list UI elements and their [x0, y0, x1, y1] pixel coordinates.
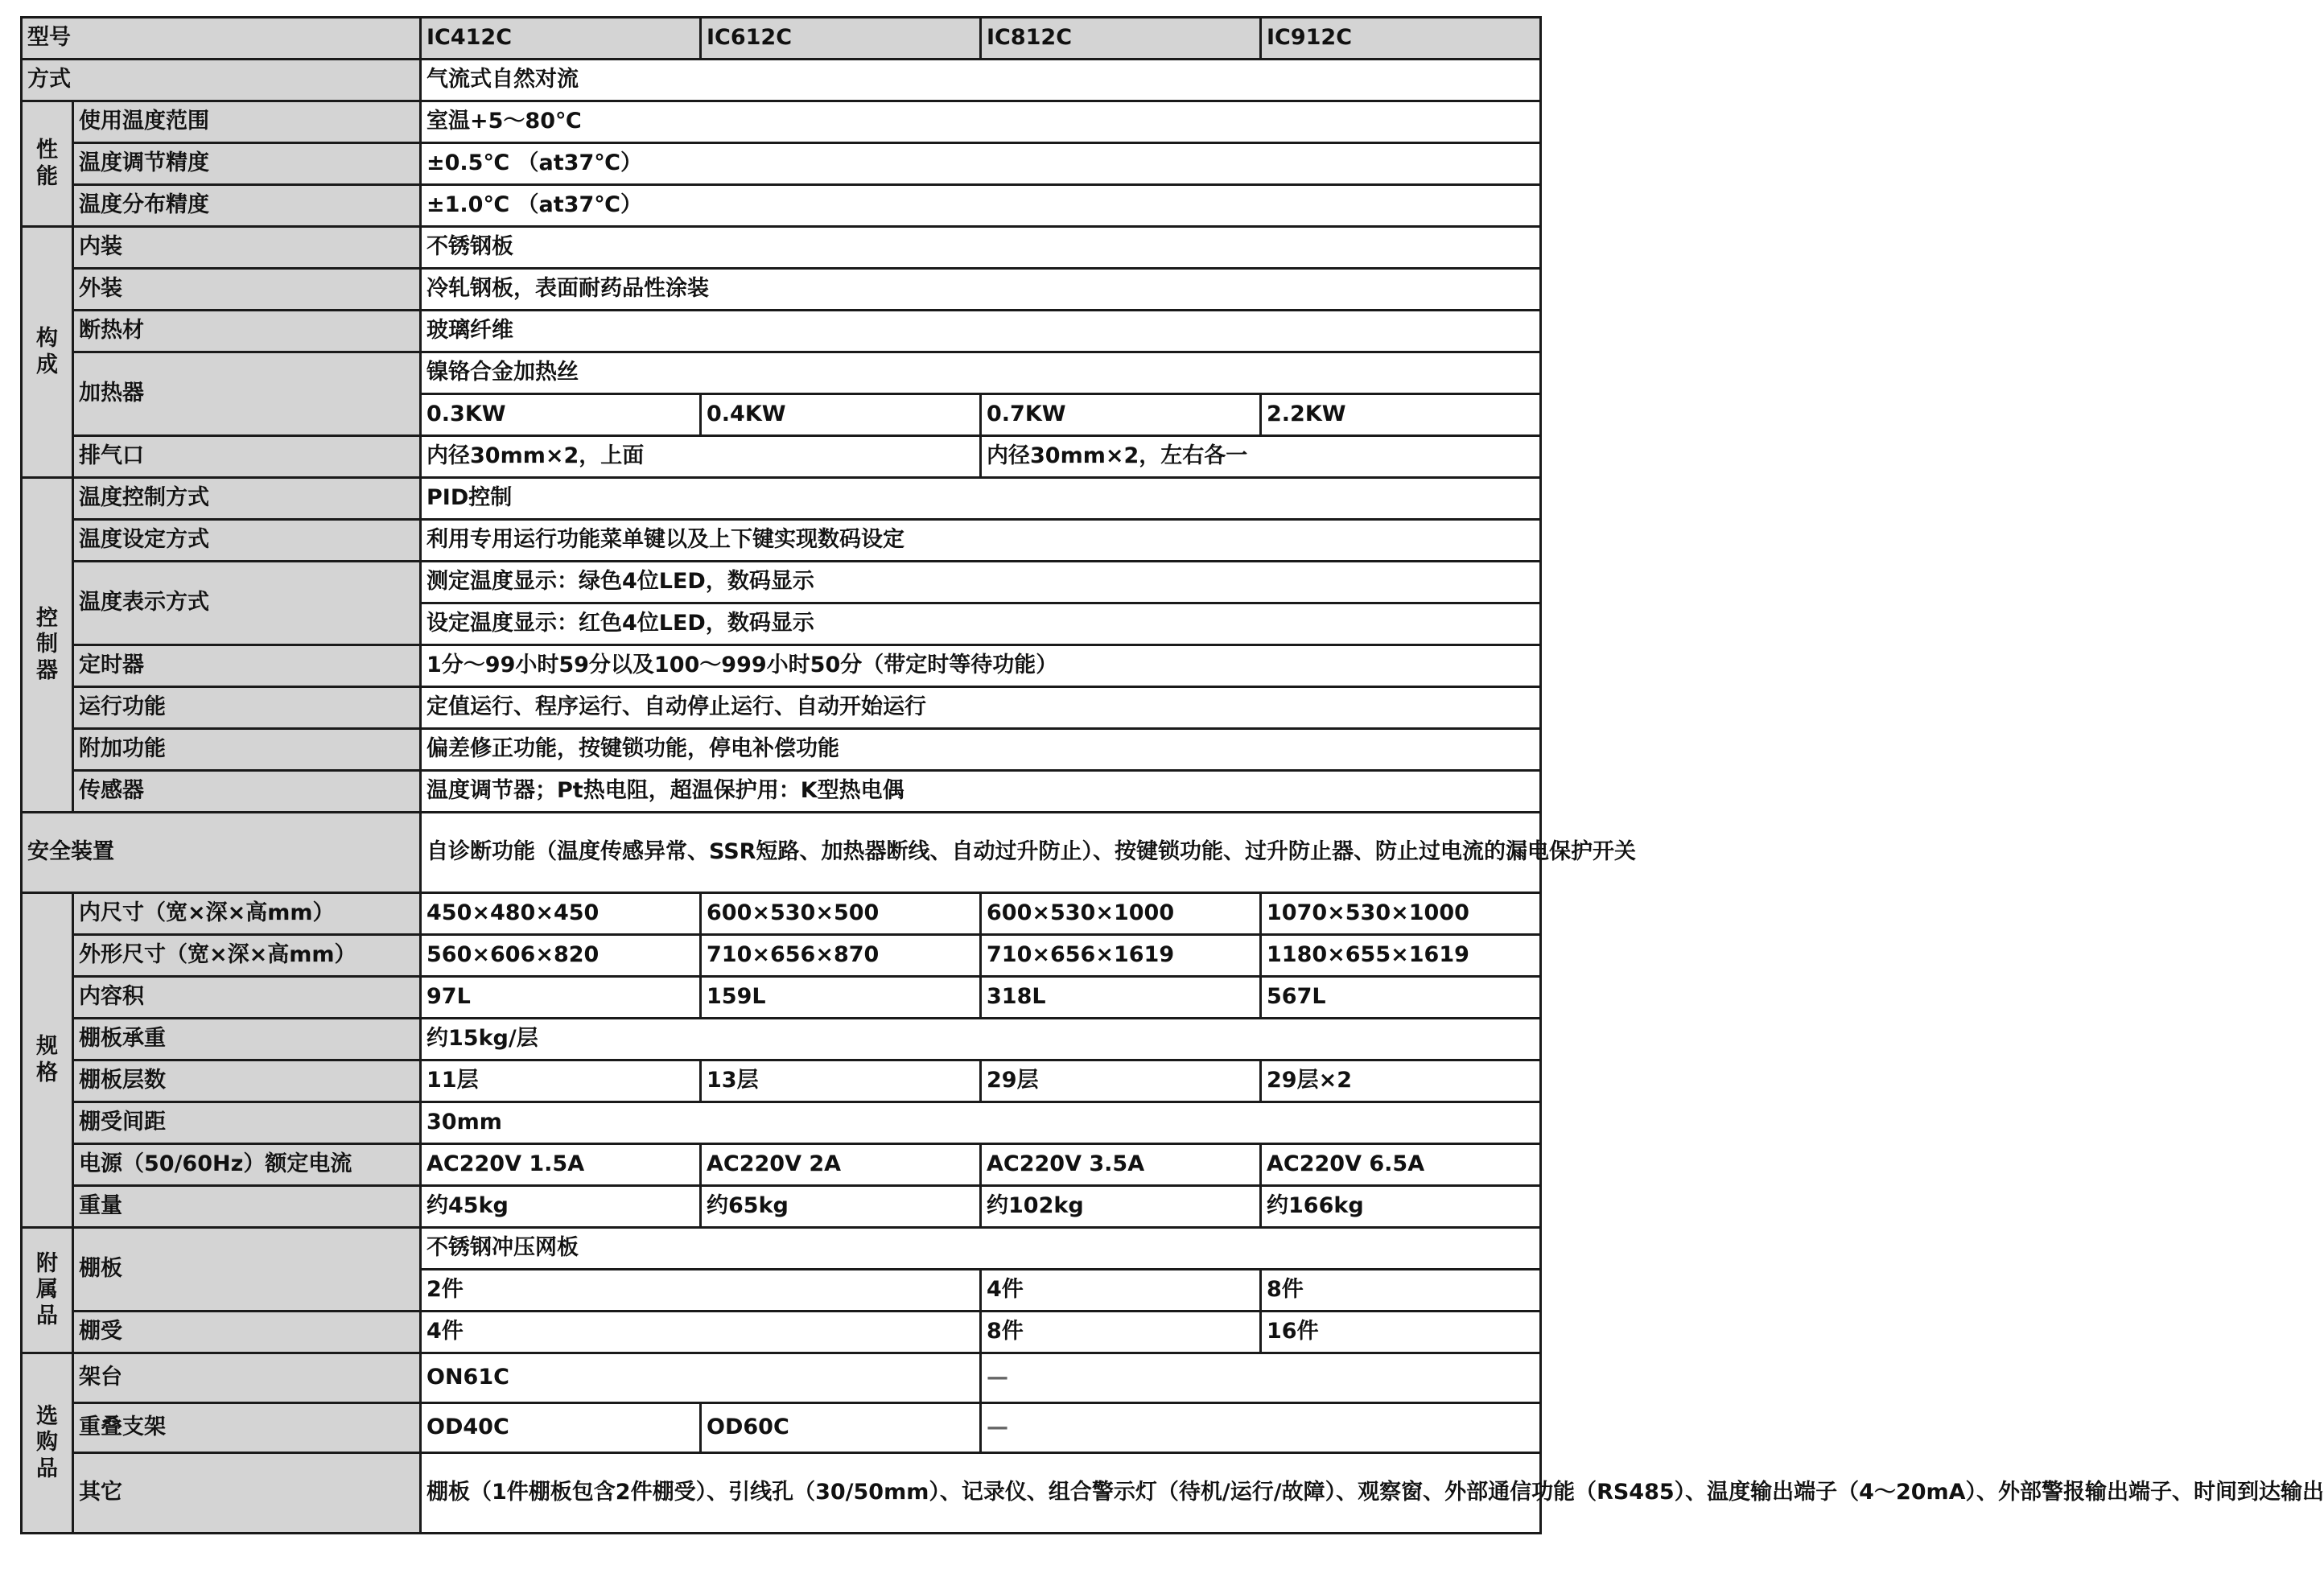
row-label: 棚受间距: [73, 1102, 421, 1144]
display-set: 设定温度显示：红色4位LED，数码显示: [421, 603, 1541, 645]
cell: 2件: [421, 1270, 981, 1312]
row-label: 温度设定方式: [73, 520, 421, 562]
section-accessories: 附 属 品: [22, 1228, 73, 1353]
cell: ON61C: [421, 1353, 981, 1403]
table-row: [22, 1060, 1541, 1102]
table-row: [22, 143, 1541, 185]
cell: 4件: [981, 1270, 1261, 1312]
row-value: 定值运行、程序运行、自动停止运行、自动开始运行: [421, 687, 1541, 729]
heater-power-ic412c: 0.3KW: [421, 394, 701, 436]
cell: 710×656×870: [701, 935, 981, 977]
row-label: 电源（50/60Hz）额定电流: [73, 1144, 421, 1186]
cell: 567L: [1261, 977, 1541, 1019]
cell: 600×530×500: [701, 893, 981, 935]
row-label: 架台: [73, 1353, 421, 1403]
row-value: 镍铬合金加热丝: [421, 352, 1541, 394]
table-row: [22, 1453, 1541, 1534]
section-controller: 控 制 器: [22, 478, 73, 813]
table-row: [22, 687, 1541, 729]
table-row: [22, 977, 1541, 1019]
row-label: 排气口: [73, 436, 421, 478]
table-row-method: [22, 60, 1541, 101]
section-construction: 构 成: [22, 227, 73, 478]
model-ic412c: IC412C: [421, 18, 701, 60]
cell: 8件: [1261, 1270, 1541, 1312]
row-value: ±1.0℃ （at37℃）: [421, 185, 1541, 227]
exhaust-sides: 内径30mm×2，左右各一: [981, 436, 1541, 478]
heater-power-ic912c: 2.2KW: [1261, 394, 1541, 436]
row-value: 温度调节器；Pt热电阻，超温保护用：K型热电偶: [421, 771, 1541, 813]
row-label: 传感器: [73, 771, 421, 813]
table-row: [22, 478, 1541, 520]
cell: OD60C: [701, 1403, 981, 1453]
row-value: 30mm: [421, 1102, 1541, 1144]
model-label: 型号: [22, 18, 421, 60]
model-ic612c: IC612C: [701, 18, 981, 60]
cell: 4件: [421, 1312, 981, 1353]
method-label: 方式: [22, 60, 421, 101]
row-value: 室温+5～80℃: [421, 101, 1541, 143]
row-label: 温度控制方式: [73, 478, 421, 520]
section-options: 选 购 品: [22, 1353, 73, 1534]
row-label: 使用温度范围: [73, 101, 421, 143]
table-row: [22, 520, 1541, 562]
cell: 600×530×1000: [981, 893, 1261, 935]
cell: AC220V 6.5A: [1261, 1144, 1541, 1186]
row-label: 棚板: [73, 1228, 421, 1312]
display-measured: 测定温度显示：绿色4位LED，数码显示: [421, 562, 1541, 603]
cell: AC220V 2A: [701, 1144, 981, 1186]
table-row: [22, 893, 1541, 935]
cell: 450×480×450: [421, 893, 701, 935]
row-label: 棚板承重: [73, 1019, 421, 1060]
cell: 16件: [1261, 1312, 1541, 1353]
row-label: 棚受: [73, 1312, 421, 1353]
cell: 1180×655×1619: [1261, 935, 1541, 977]
row-label: 温度调节精度: [73, 143, 421, 185]
cell: 29层: [981, 1060, 1261, 1102]
heater-power-ic612c: 0.4KW: [701, 394, 981, 436]
row-label: 定时器: [73, 645, 421, 687]
row-label: 温度分布精度: [73, 185, 421, 227]
row-value: 冷轧钢板，表面耐药品性涂装: [421, 269, 1541, 311]
cell: 97L: [421, 977, 701, 1019]
row-label: 内容积: [73, 977, 421, 1019]
table-row: [22, 771, 1541, 813]
row-label: 温度表示方式: [73, 562, 421, 645]
cell: 约166kg: [1261, 1186, 1541, 1228]
cell: 约102kg: [981, 1186, 1261, 1228]
cell: OD40C: [421, 1403, 701, 1453]
row-value: PID控制: [421, 478, 1541, 520]
table-row: [22, 1228, 1541, 1270]
table-row: [22, 352, 1541, 394]
table-row: [22, 1353, 1541, 1403]
section-performance: 性 能: [22, 101, 73, 227]
safety-label: 安全装置: [22, 813, 421, 893]
cell: AC220V 3.5A: [981, 1144, 1261, 1186]
row-value: 1分～99小时59分以及100～999小时50分（带定时等待功能）: [421, 645, 1541, 687]
cell: 318L: [981, 977, 1261, 1019]
safety-value: 自诊断功能（温度传感异常、SSR短路、加热器断线、自动过升防止）、按键锁功能、过升防止器、防止过电流的漏电保护开关: [421, 813, 1541, 893]
row-label: 外形尺寸（宽×深×高mm）: [73, 935, 421, 977]
table-row-header: [22, 18, 1541, 60]
table-row: [22, 436, 1541, 478]
row-label: 运行功能: [73, 687, 421, 729]
row-value: ±0.5℃ （at37℃）: [421, 143, 1541, 185]
exhaust-top: 内径30mm×2，上面: [421, 436, 981, 478]
cell: 11层: [421, 1060, 701, 1102]
cell: —: [981, 1353, 1541, 1403]
model-ic912c: IC912C: [1261, 18, 1541, 60]
table-row: [22, 311, 1541, 352]
spec-table: [20, 16, 2324, 1534]
table-row: [22, 1186, 1541, 1228]
table-row: [22, 645, 1541, 687]
row-label: 棚板层数: [73, 1060, 421, 1102]
table-row: [22, 1403, 1541, 1453]
row-label: 内装: [73, 227, 421, 269]
cell: —: [981, 1403, 1541, 1453]
row-value: 约15kg/层: [421, 1019, 1541, 1060]
table-row: [22, 269, 1541, 311]
table-row: [22, 101, 1541, 143]
row-label: 断热材: [73, 311, 421, 352]
table-row: [22, 1019, 1541, 1060]
row-value: 棚板（1件棚板包含2件棚受）、引线孔（30/50mm）、记录仪、组合警示灯（待机/运行/故障）、观察窗、外部通信功能（RS485）、温度输出端子（4～20mA）、外部警报输出端子、时间到达输出: [421, 1453, 1541, 1534]
method-value: 气流式自然对流: [421, 60, 1541, 101]
row-label: 外装: [73, 269, 421, 311]
row-value: 利用专用运行功能菜单键以及上下键实现数码设定: [421, 520, 1541, 562]
table-row: [22, 1102, 1541, 1144]
table-row: [22, 562, 1541, 603]
row-label: 其它: [73, 1453, 421, 1534]
cell: 29层×2: [1261, 1060, 1541, 1102]
row-label: 重量: [73, 1186, 421, 1228]
cell: 约45kg: [421, 1186, 701, 1228]
model-ic812c: IC812C: [981, 18, 1261, 60]
row-label: 加热器: [73, 352, 421, 436]
row-value: 不锈钢板: [421, 227, 1541, 269]
cell: 8件: [981, 1312, 1261, 1353]
table-row: [22, 227, 1541, 269]
cell: 约65kg: [701, 1186, 981, 1228]
cell: AC220V 1.5A: [421, 1144, 701, 1186]
heater-power-ic812c: 0.7KW: [981, 394, 1261, 436]
cell: 710×656×1619: [981, 935, 1261, 977]
table-row: [22, 729, 1541, 771]
cell: 560×606×820: [421, 935, 701, 977]
row-value: 玻璃纤维: [421, 311, 1541, 352]
row-value: 不锈钢冲压网板: [421, 1228, 1541, 1270]
row-value: 偏差修正功能，按键锁功能，停电补偿功能: [421, 729, 1541, 771]
table-row-safety: [22, 813, 1541, 893]
row-label: 附加功能: [73, 729, 421, 771]
table-row: [22, 185, 1541, 227]
cell: 159L: [701, 977, 981, 1019]
table-row: [22, 1144, 1541, 1186]
row-label: 重叠支架: [73, 1403, 421, 1453]
cell: 1070×530×1000: [1261, 893, 1541, 935]
row-label: 内尺寸（宽×深×高mm）: [73, 893, 421, 935]
table-row: [22, 1312, 1541, 1353]
cell: 13层: [701, 1060, 981, 1102]
table-row: [22, 935, 1541, 977]
section-specs: 规 格: [22, 893, 73, 1228]
